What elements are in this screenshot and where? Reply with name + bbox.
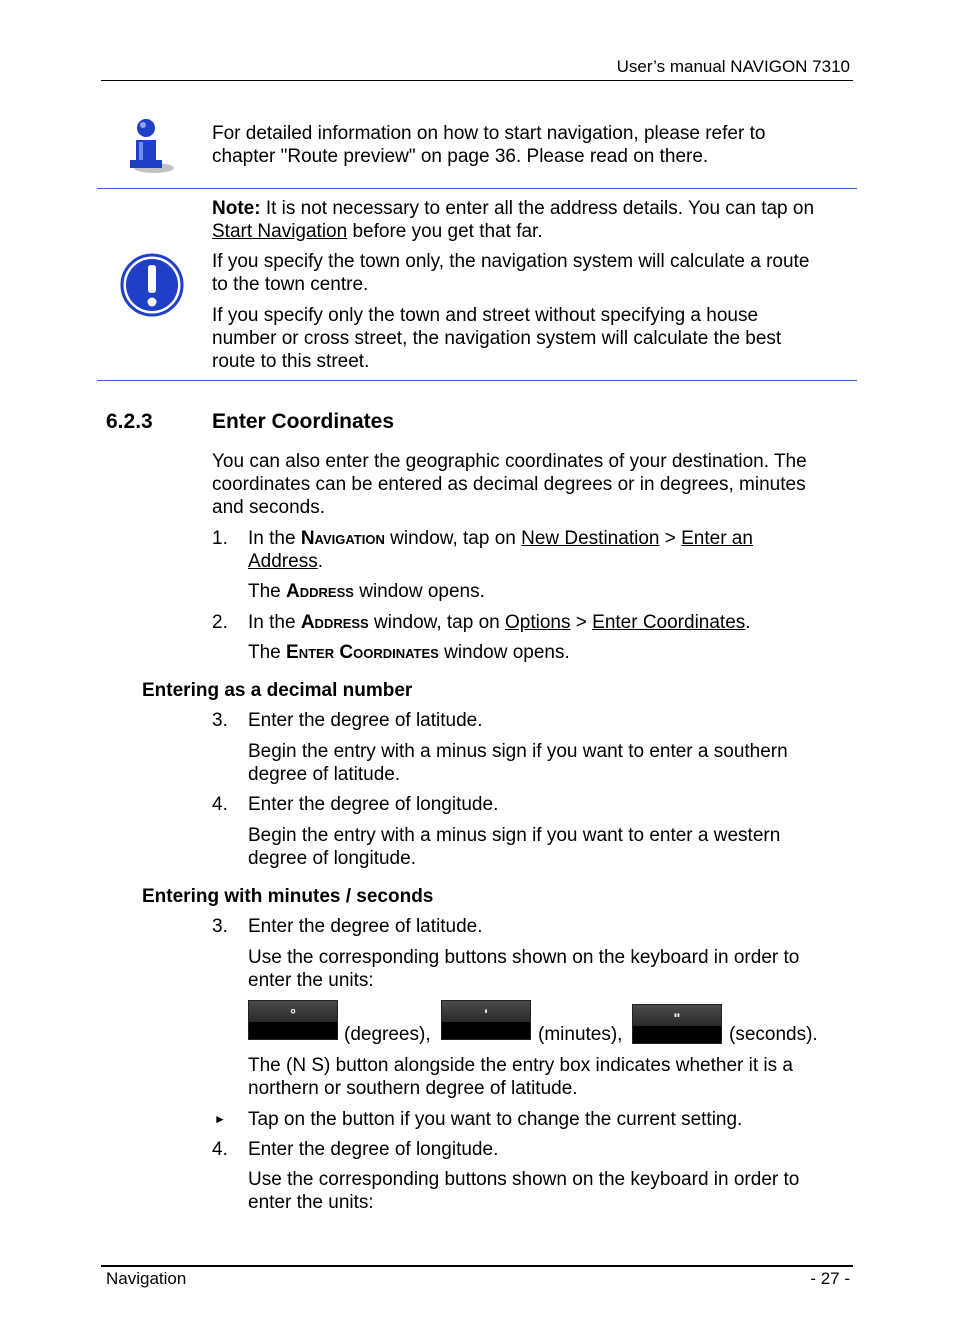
step-2-result: The Enter Coordinates window opens. [248,642,570,663]
seconds-label: (seconds). [729,1024,818,1045]
note-divider [97,380,857,381]
step-1-number: 1. [212,528,228,549]
decimal-step-4-text: Enter the degree of longitude. [248,794,499,815]
step-1-text: In the Navigation window, tap on New Destination > Enter an Address. [248,528,753,572]
note-paragraph-2: If you specify the town only, the navigation system will calculate a route to the town centre. [212,251,810,295]
decimal-step-3-text: Enter the degree of latitude. [248,710,483,731]
footer-chapter: Navigation [106,1269,187,1288]
info-divider [97,188,857,189]
minutes-step-3-note: Use the corresponding buttons shown on the keyboard in order to enter the units: [248,947,800,991]
section-intro: You can also enter the geographic coordinates of your destination. The coordinates can be entered as decimal degrees or in degrees, minutes and seconds. [212,451,807,518]
minutes-step-3-text: Enter the degree of latitude. [248,916,483,937]
step-2-text: In the Address window, tap on Options > Enter Coordinates. [248,612,751,633]
enter-an-address-link-cont[interactable]: Address [248,551,318,572]
note-paragraph-3: If you specify only the town and street without specifying a house number or cross street, the navigation system will calculate the best route to this street. [212,305,782,372]
step-1-result: The Address window opens. [248,581,485,602]
options-link[interactable]: Options [505,612,571,633]
degrees-key-button[interactable]: ° [248,1000,338,1040]
bullet-arrow-icon: ► [214,1112,226,1126]
minutes-step-4-note: Use the corresponding buttons shown on the keyboard in order to enter the units: [248,1169,800,1213]
new-destination-link[interactable]: New Destination [521,528,660,549]
bullet-text: Tap on the button if you want to change the current setting. [248,1109,743,1130]
info-person-icon [122,116,178,176]
enter-coordinates-link[interactable]: Enter Coordinates [592,612,746,633]
minutes-subheading: Entering with minutes / seconds [142,886,434,907]
note-paragraph-1: Note: It is not necessary to enter all the address details. You can tap on Start Navigation before you get that far. [212,198,815,242]
minutes-label: (minutes), [538,1024,623,1045]
start-navigation-link[interactable]: Start Navigation [212,221,348,242]
page-header-title: User’s manual NAVIGON 7310 [616,57,850,76]
step-2-number: 2. [212,612,228,633]
info-text: For detailed information on how to start navigation, please refer to chapter "Route preview" on page 36. Please read on there. [212,123,766,167]
degrees-label: (degrees), [344,1024,431,1045]
minutes-key-button[interactable]: ' [441,1000,531,1040]
minutes-step-4-text: Enter the degree of longitude. [248,1139,499,1160]
ns-button-explanation: The (N S) button alongside the entry box indicates whether it is a northern or southern degree of latitude. [248,1055,793,1099]
footer-divider [101,1265,853,1267]
seconds-key-button[interactable]: " [632,1004,722,1044]
decimal-step-4-note: Begin the entry with a minus sign if you want to enter a western degree of longitude. [248,825,781,869]
header-divider [101,80,853,81]
decimal-step-3-number: 3. [212,710,228,731]
decimal-step-4-number: 4. [212,794,228,815]
decimal-step-3-note: Begin the entry with a minus sign if you want to enter a southern degree of latitude. [248,741,788,785]
minutes-step-4-number: 4. [212,1139,228,1160]
enter-an-address-link[interactable]: Enter an [681,528,753,549]
minutes-step-3-number: 3. [212,916,228,937]
exclamation-icon [120,253,184,317]
page-number: - 27 - [810,1269,850,1288]
section-number: 6.2.3 [106,410,153,433]
decimal-subheading: Entering as a decimal number [142,680,413,701]
section-title: Enter Coordinates [212,410,395,433]
